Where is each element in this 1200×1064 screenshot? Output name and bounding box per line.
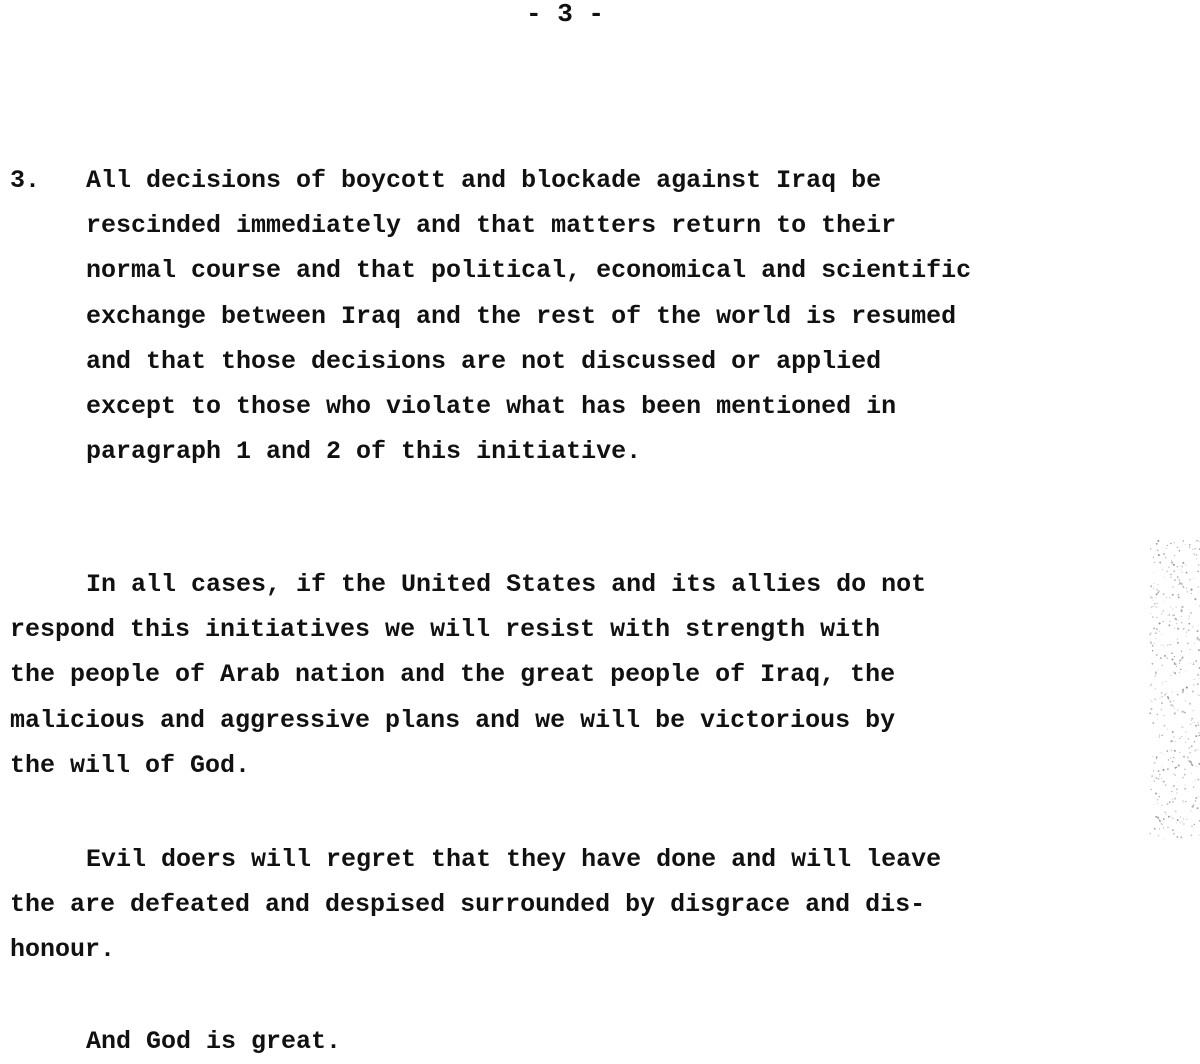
- speckle-dot: [1177, 547, 1178, 548]
- speckle-dot: [1198, 586, 1200, 588]
- speckle-dot: [1189, 544, 1191, 546]
- speckle-dot: [1196, 558, 1197, 559]
- paragraph-line: Evil doers will regret that they have done and will leave: [86, 845, 942, 874]
- speckle-dot: [1164, 811, 1166, 813]
- speckle-dot: [1190, 612, 1192, 614]
- speckle-dot: [1197, 683, 1199, 685]
- speckle-dot: [1154, 828, 1156, 830]
- speckle-dot: [1194, 722, 1195, 723]
- speckle-dot: [1199, 678, 1200, 679]
- speckle-dot: [1192, 806, 1194, 808]
- paragraph-line: malicious and aggressive plans and we will be victorious by: [10, 705, 896, 735]
- speckle-dot: [1167, 545, 1168, 546]
- speckle-dot: [1180, 816, 1181, 817]
- speckle-dot: [1193, 664, 1194, 665]
- speckle-dot: [1198, 725, 1199, 726]
- speckle-dot: [1151, 789, 1152, 790]
- speckle-dot: [1194, 578, 1195, 579]
- speckle-dot: [1197, 779, 1199, 781]
- item-line: paragraph 1 and 2 of this initiative.: [86, 437, 642, 467]
- speckle-dot: [1198, 695, 1199, 696]
- paragraph-line: In all cases, if the United States and its allies do not: [86, 570, 927, 599]
- speckle-dot: [1198, 638, 1199, 639]
- speckle-dot: [1191, 718, 1192, 719]
- speckle-dot: [1165, 814, 1166, 815]
- speckle-dot: [1159, 828, 1160, 829]
- paragraph-line: respond this initiatives we will resist with strength with: [10, 615, 881, 645]
- speckle-dot: [1198, 694, 1199, 695]
- speckle-dot: [1161, 823, 1162, 824]
- speckle-dot: [1157, 817, 1159, 819]
- speckle-dot: [1197, 674, 1199, 676]
- speckle-dot: [1193, 786, 1194, 787]
- speckle-dot: [1173, 833, 1175, 835]
- speckle-dot: [1190, 589, 1192, 591]
- speckle-dot: [1172, 829, 1174, 831]
- speckle-dot: [1194, 710, 1195, 711]
- speckle-dot: [1175, 810, 1177, 812]
- speckle-dot: [1191, 826, 1192, 827]
- speckle-dot: [1193, 710, 1194, 711]
- speckle-dot: [1159, 796, 1161, 798]
- speckle-dot: [1196, 554, 1198, 556]
- speckle-dot: [1163, 818, 1165, 820]
- speckle-dot: [1174, 798, 1176, 800]
- paragraph-line: honour.: [10, 935, 116, 965]
- speckle-dot: [1174, 555, 1175, 556]
- speckle-dot: [1163, 827, 1164, 828]
- item-number: 3.: [10, 166, 41, 195]
- speckle-dot: [1197, 571, 1198, 572]
- speckle-dot: [1153, 557, 1154, 558]
- speckle-dot: [1195, 800, 1197, 802]
- speckle-dot: [1183, 823, 1184, 824]
- speckle-dot: [1182, 802, 1183, 803]
- speckle-dot: [1182, 542, 1183, 543]
- speckle-dot: [1194, 548, 1195, 549]
- speckle-dot: [1190, 834, 1192, 836]
- speckle-dot: [1158, 551, 1159, 552]
- speckle-dot: [1163, 821, 1164, 822]
- speckle-dot: [1180, 822, 1181, 823]
- speckle-dot: [1191, 720, 1192, 721]
- paragraph-resistance: [10, 562, 1190, 788]
- speckle-dot: [1183, 540, 1184, 541]
- speckle-dot: [1171, 560, 1172, 561]
- item-line: exchange between Iraq and the rest of the world is resumed: [86, 301, 957, 331]
- paragraph-line: the will of God.: [10, 750, 251, 780]
- speckle-dot: [1176, 788, 1178, 790]
- speckle-dot: [1176, 793, 1177, 794]
- speckle-dot: [1168, 816, 1170, 818]
- speckle-dot: [1198, 625, 1199, 626]
- speckle-dot: [1192, 765, 1194, 767]
- speckle-dot: [1167, 827, 1168, 828]
- speckle-dot: [1172, 798, 1173, 799]
- speckle-dot: [1191, 593, 1192, 594]
- speckle-dot: [1191, 763, 1193, 765]
- page-number: - 3 -: [525, 0, 604, 29]
- speckle-dot: [1182, 821, 1183, 822]
- item-line: normal course and that political, economical and scientific: [86, 256, 972, 286]
- speckle-dot: [1183, 540, 1184, 541]
- speckle-dot: [1161, 804, 1162, 805]
- speckle-dot: [1172, 818, 1174, 820]
- speckle-dot: [1196, 630, 1198, 632]
- paragraph-line: the people of Arab nation and the great people of Iraq, the: [10, 660, 896, 690]
- speckle-dot: [1165, 557, 1167, 559]
- speckle-dot: [1155, 793, 1157, 795]
- speckle-dot: [1172, 801, 1174, 803]
- speckle-dot: [1157, 803, 1158, 804]
- speckle-dot: [1195, 725, 1197, 727]
- speckle-dot: [1198, 593, 1199, 594]
- speckle-dot: [1194, 679, 1195, 680]
- item-line: All decisions of boycott and blockade against Iraq be: [86, 166, 882, 195]
- speckle-dot: [1191, 773, 1192, 774]
- speckle-dot: [1198, 564, 1200, 566]
- speckle-dot: [1195, 735, 1197, 737]
- speckle-dot: [1195, 548, 1196, 549]
- speckle-dot: [1184, 788, 1186, 790]
- speckle-dot: [1198, 796, 1199, 797]
- speckle-dot: [1198, 807, 1199, 808]
- speckle-dot: [1197, 638, 1199, 640]
- speckle-dot: [1174, 542, 1175, 543]
- speckle-dot: [1191, 745, 1193, 747]
- closing-line: [10, 1019, 1190, 1064]
- speckle-dot: [1163, 827, 1164, 828]
- speckle-dot: [1197, 749, 1198, 750]
- speckle-dot: [1157, 549, 1158, 550]
- speckle-dot: [1199, 541, 1200, 542]
- speckle-dot: [1166, 548, 1167, 549]
- speckle-dot: [1192, 626, 1193, 627]
- speckle-dot: [1182, 800, 1183, 801]
- speckle-dot: [1191, 810, 1192, 811]
- speckle-dot: [1194, 741, 1195, 742]
- speckle-dot: [1195, 780, 1196, 781]
- speckle-dot: [1191, 762, 1193, 764]
- speckle-dot: [1159, 819, 1161, 821]
- speckle-dot: [1149, 833, 1151, 835]
- item-line: except to those who violate what has been mentioned in: [86, 392, 897, 422]
- speckle-dot: [1158, 554, 1160, 556]
- speckle-dot: [1186, 819, 1187, 820]
- speckle-dot: [1192, 549, 1193, 550]
- speckle-dot: [1189, 547, 1190, 548]
- speckle-dot: [1196, 540, 1197, 541]
- speckle-dot: [1170, 543, 1172, 545]
- speckle-dot: [1179, 550, 1181, 552]
- speckle-dot: [1193, 804, 1195, 806]
- speckle-dot: [1197, 637, 1198, 638]
- speckle-dot: [1195, 766, 1196, 767]
- speckle-dot: [1171, 791, 1172, 792]
- speckle-dot: [1150, 548, 1151, 549]
- speckle-dot: [1194, 824, 1195, 825]
- item-line: and that those decisions are not discussed or applied: [86, 346, 882, 376]
- speckle-dot: [1183, 818, 1184, 819]
- paragraph-line: the are defeated and despised surrounded by disgrace and dis-: [10, 890, 926, 920]
- speckle-dot: [1197, 807, 1199, 809]
- speckle-dot: [1198, 835, 1199, 836]
- speckle-dot: [1159, 820, 1161, 822]
- speckle-dot: [1197, 766, 1198, 767]
- speckle-dot: [1169, 801, 1171, 803]
- speckle-dot: [1193, 782, 1194, 783]
- speckle-dot: [1195, 797, 1197, 799]
- speckle-dot: [1193, 684, 1195, 686]
- speckle-dot: [1155, 816, 1157, 818]
- speckle-dot: [1194, 643, 1195, 644]
- speckle-dot: [1176, 822, 1177, 823]
- speckle-dot: [1197, 722, 1198, 723]
- speckle-dot: [1163, 553, 1165, 555]
- speckle-dot: [1185, 544, 1186, 545]
- speckle-dot: [1157, 540, 1159, 542]
- speckle-dot: [1195, 660, 1197, 662]
- speckle-dot: [1153, 804, 1154, 805]
- speckle-dot: [1177, 547, 1178, 548]
- speckle-dot: [1185, 801, 1186, 802]
- numbered-item-3: [86, 158, 1200, 474]
- speckle-dot: [1197, 540, 1198, 541]
- speckle-dot: [1156, 543, 1158, 545]
- speckle-dot: [1193, 662, 1194, 663]
- speckle-dot: [1194, 750, 1196, 752]
- speckle-dot: [1193, 553, 1195, 555]
- paragraph-evil-doers: [10, 837, 1190, 973]
- speckle-dot: [1167, 803, 1169, 805]
- speckle-dot: [1177, 819, 1179, 821]
- speckle-dot: [1161, 824, 1162, 825]
- item-line: rescinded immediately and that matters return to their: [86, 211, 897, 241]
- speckle-dot: [1157, 799, 1158, 800]
- speckle-dot: [1190, 724, 1192, 726]
- speckle-dot: [1194, 598, 1196, 600]
- closing-text: And God is great.: [86, 1027, 342, 1056]
- speckle-dot: [1192, 691, 1194, 693]
- speckle-dot: [1171, 816, 1172, 817]
